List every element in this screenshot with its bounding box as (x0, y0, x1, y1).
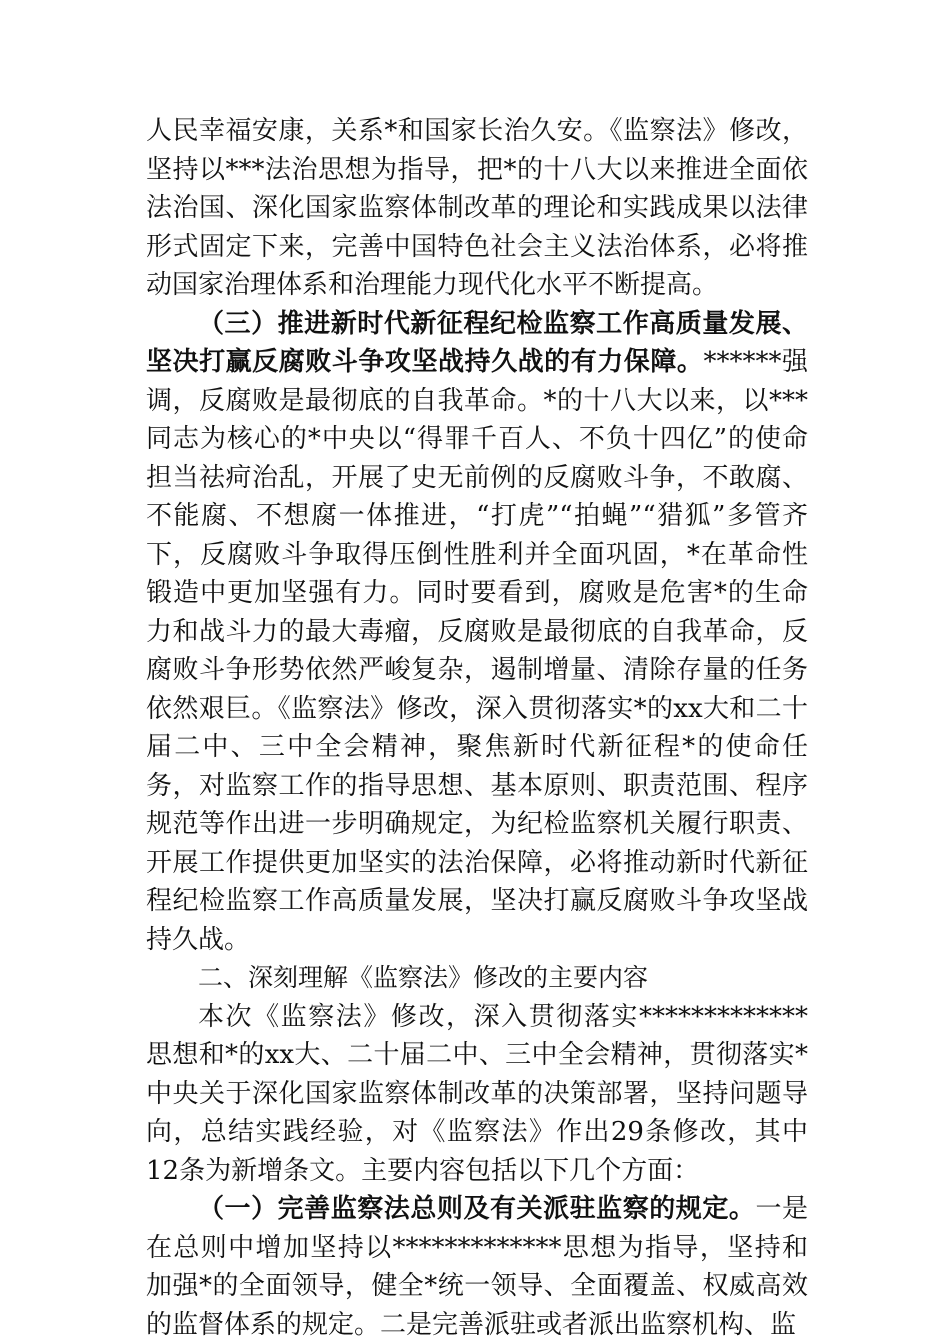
paragraph-section-three (146, 305, 808, 960)
paragraph-section-one (146, 1190, 808, 1344)
section-heading: 二、深刻理解《监察法》修改的主要内容 (198, 963, 649, 992)
section-one-lead: （一）完善监察法总则及有关派驻监察的规定。 (198, 1194, 756, 1224)
section-three-lead: （三）推进新时代新征程纪检监察工作高质量发展、坚决打赢反腐败斗争攻坚战持久战的有力保障。 (146, 308, 808, 377)
paragraph-continuation (146, 112, 808, 305)
paragraph-text: 一是在总则中增加坚持以*************思想为指导，坚持和加强*的全面领导，健全*统一领导、全面覆盖、权威高效的监督体系的规定。二是完善派驻或者派出监察机构、监 (146, 1194, 808, 1340)
paragraph-text: ******强调，反腐败是最彻底的自我革命。*的十八大以来，以***同志为核心的*中央以“得罪千百人、不负十四亿”的使命担当祛疴治乱，开展了史无前例的反腐败斗争，不敢腐、不能腐、不想腐一体推进，“打虎”“拍蝇”“猎狐”多管齐下，反腐败斗争取得压倒性胜利并全面巩固，*在革命性锻造中更加坚强有力。同时要看到，腐败是危害*的生命力和战斗力的最大毒瘤，反腐败是最彻底的自我革命，反腐败斗争形势依然严峻复杂，遏制增量、清除存量的任务依然艰巨。《监察法》修改，深入贯彻落实*的xx大和二十届二中、三中全会精神，聚焦新时代新征程*的使命任务，对监察工作的指导思想、基本原则、职责范围、程序规范等作出进一步明确规定，为纪检监察机关履行职责、开展工作提供更加坚实的法治保障，必将推动新时代新征程纪检监察工作高质量发展，坚决打赢反腐败斗争攻坚战持久战。 (146, 347, 808, 955)
paragraph-intro (146, 998, 808, 1191)
paragraph-text: 人民幸福安康，关系*和国家长治久安。《监察法》修改，坚持以***法治思想为指导，把*的十八大以来推进全面依法治国、深化国家监察体制改革的理论和实践成果以法律形式固定下来，完善中国特色社会主义法治体系，必将推动国家治理体系和治理能力现代化水平不断提高。 (146, 116, 808, 300)
document-body (146, 112, 808, 1344)
paragraph-text: 本次《监察法》修改，深入贯彻落实*************思想和*的xx大、二十届二中、三中全会精神，贯彻落实*中央关于深化国家监察体制改革的决策部署，坚持问题导向，总结实践经验，对《监察法》作出29条修改，其中12条为新增条文。主要内容包括以下几个方面： (146, 1001, 808, 1186)
